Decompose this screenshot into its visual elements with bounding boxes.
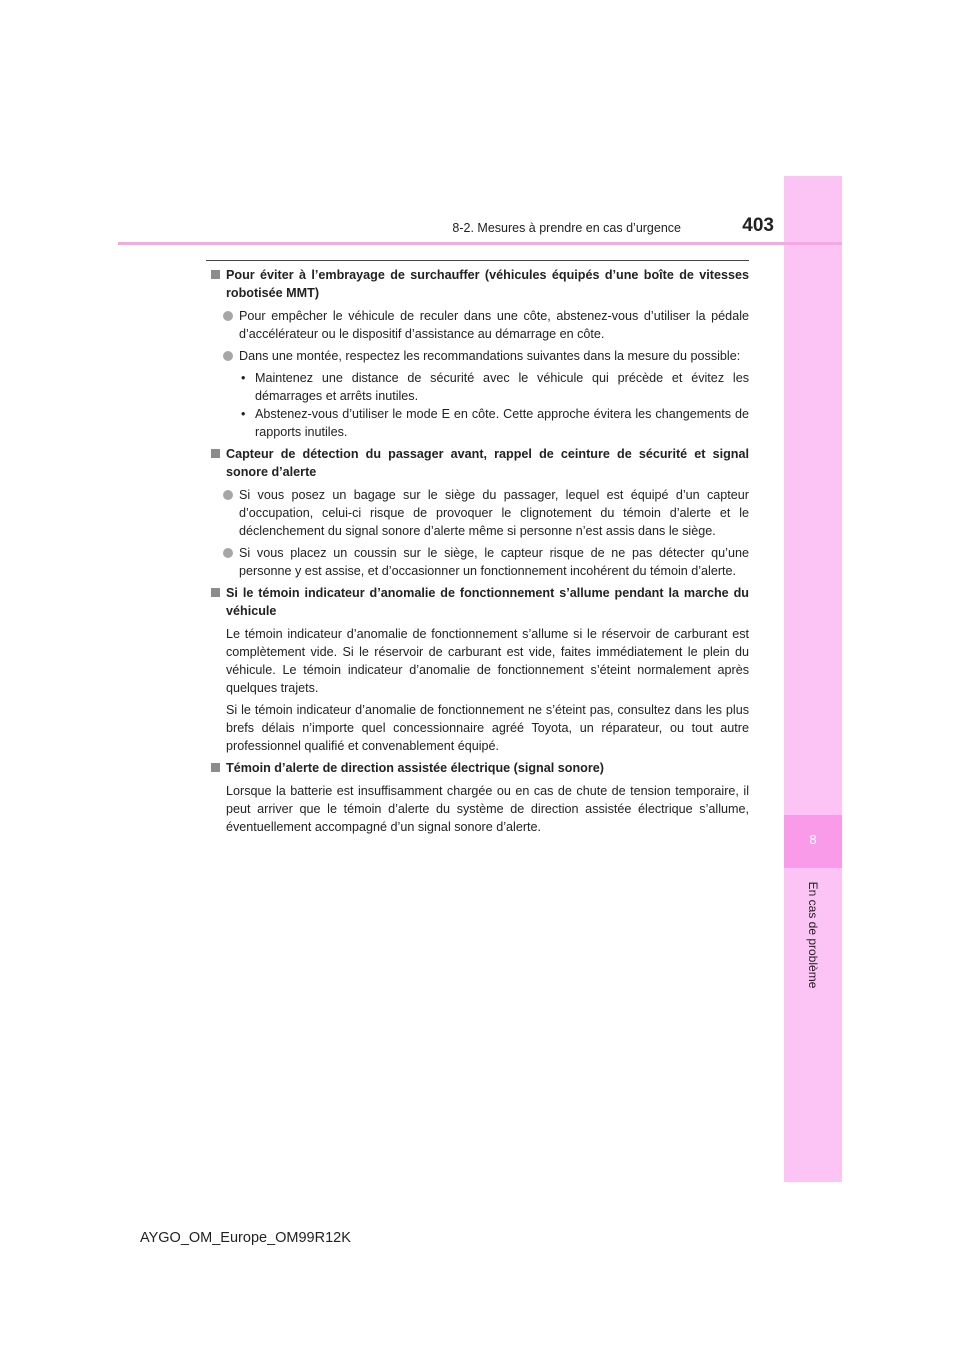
section-heading xyxy=(210,584,749,620)
header-section-title: 8-2. Mesures à prendre en cas d’urgence xyxy=(452,221,681,235)
heading-text: Si le témoin indicateur d’anomalie de fonctionnement s’allume pendant la marche du véhicule xyxy=(226,586,749,618)
heading-text: Témoin d’alerte de direction assistée électrique (signal sonore) xyxy=(226,761,604,775)
circle-bullet-icon xyxy=(223,311,233,321)
square-bullet-icon xyxy=(211,449,220,458)
page-number: 403 xyxy=(742,215,774,236)
content-top-rule xyxy=(206,260,749,261)
list-item xyxy=(210,307,749,343)
section-heading xyxy=(210,445,749,481)
square-bullet-icon xyxy=(211,270,220,279)
list-item xyxy=(210,486,749,540)
chapter-number: 8 xyxy=(809,832,817,847)
paragraph: Si le témoin indicateur d’anomalie de fonctionnement ne s’éteint pas, consultez dans les plus brefs délais n’importe quel concessionnaire agréé Toyota, un réparateur, ou tout autre professionnel qualifié et convenablement équipé. xyxy=(226,703,749,753)
chapter-side-tab xyxy=(784,176,842,1182)
circle-bullet-icon xyxy=(223,351,233,361)
dot-marker-icon: • xyxy=(241,407,246,421)
heading-text: Pour éviter à l’embrayage de surchauffer (véhicules équipés d’une boîte de vitesses robotisée MMT) xyxy=(226,268,749,300)
sub-list-item xyxy=(210,369,749,405)
sub-item-text: Abstenez-vous d’utiliser le mode E en côte. Cette approche évitera les changements de rapports inutiles. xyxy=(255,407,749,439)
sub-list xyxy=(210,369,749,441)
bullet-text: Pour empêcher le véhicule de reculer dans une côte, abstenez-vous d’utiliser la pédale d’accélérateur ou le dispositif d’assistance au démarrage en côte. xyxy=(239,309,749,341)
page-content xyxy=(210,266,749,840)
bullet-text: Si vous posez un bagage sur le siège du passager, lequel est équipé d’un capteur d’occupation, celui-ci risque de provoquer le clignotement du témoin d’alerte et le déclenchement du signal sonore d’alerte même si personne n’est assis dans le siège. xyxy=(239,488,749,538)
list-item xyxy=(210,347,749,365)
sub-list-item xyxy=(210,405,749,441)
circle-bullet-icon xyxy=(223,548,233,558)
paragraph: Lorsque la batterie est insuffisamment chargée ou en cas de chute de tension temporaire, il peut arriver que le témoin d’alerte du système de direction assistée électrique s’allume, éventuellement accompagné d’un signal sonore d’alerte. xyxy=(226,784,749,834)
footer-doc-code: AYGO_OM_Europe_OM99R12K xyxy=(140,1230,351,1246)
bullet-text: Si vous placez un coussin sur le siège, le capteur risque de ne pas détecter qu’une personne y est assise, et d’occasionner un fonctionnement incohérent du témoin d’alerte. xyxy=(239,546,749,578)
bullet-text: Dans une montée, respectez les recommandations suivantes dans la mesure du possible: xyxy=(239,349,741,363)
paragraph: Le témoin indicateur d’anomalie de fonctionnement s’allume si le réservoir de carburant est complètement vide. Si le réservoir de carburant est vide, faites immédiatement le plein du véhicule. Le témoin indicateur d’anomalie de fonctionnement s’éteint normalement après quelques trajets. xyxy=(226,627,749,695)
list-item xyxy=(210,544,749,580)
section-heading xyxy=(210,266,749,302)
section-heading xyxy=(210,759,749,777)
dot-marker-icon: • xyxy=(241,371,246,385)
circle-bullet-icon xyxy=(223,490,233,500)
square-bullet-icon xyxy=(211,588,220,597)
chapter-label: En cas de problème xyxy=(806,881,820,989)
header-rule xyxy=(118,242,842,245)
heading-text: Capteur de détection du passager avant, rappel de ceinture de sécurité et signal sonore d’alerte xyxy=(226,447,749,479)
sub-item-text: Maintenez une distance de sécurité avec le véhicule qui précède et évitez les démarrages et arrêts inutiles. xyxy=(255,371,749,403)
square-bullet-icon xyxy=(211,763,220,772)
